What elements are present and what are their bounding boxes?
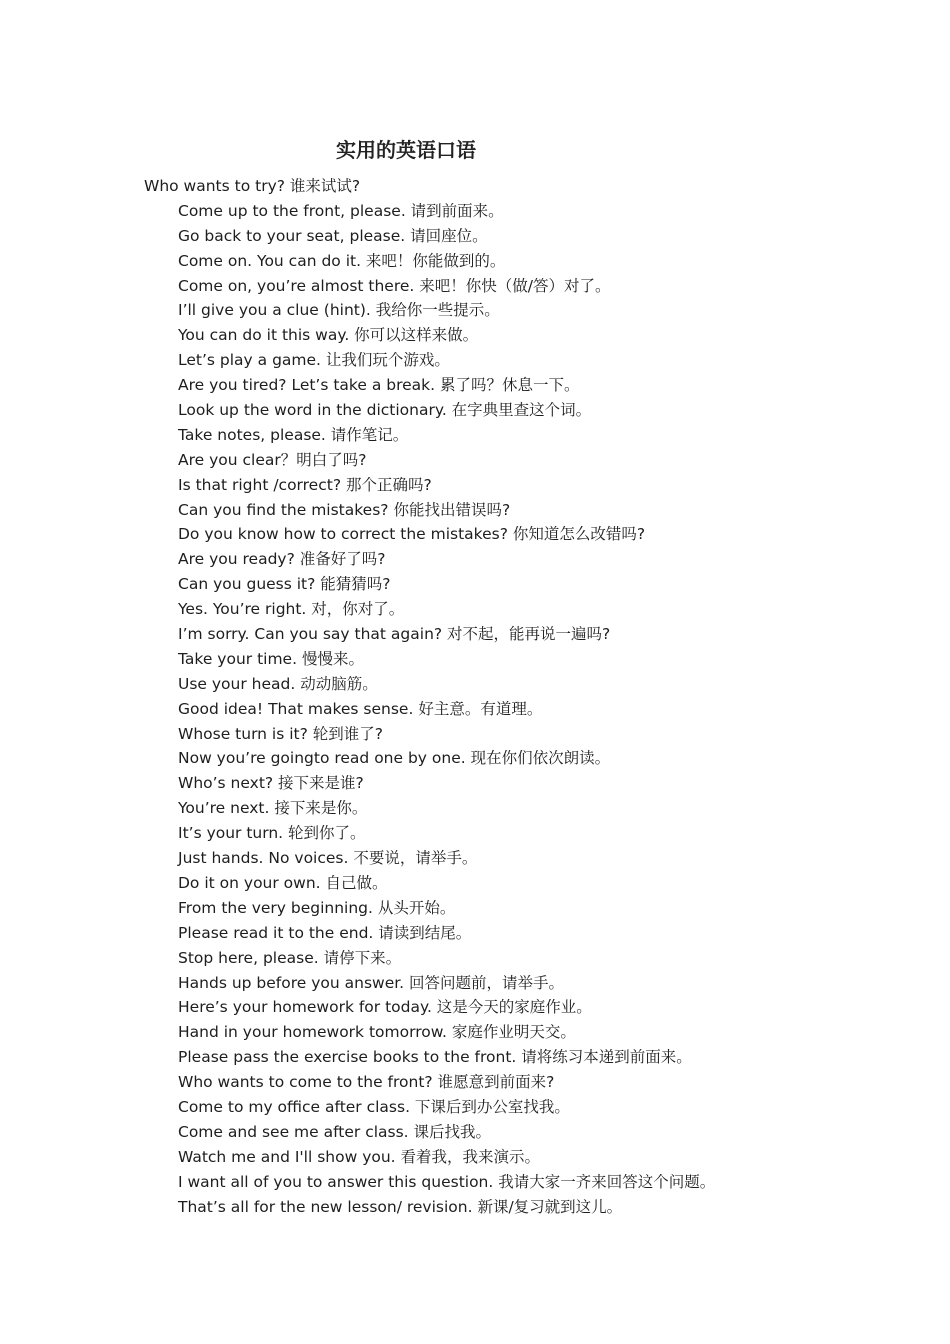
phrase-line: Who’s next? 接下来是谁? (178, 774, 364, 793)
phrase-line: Are you ready? 准备好了吗? (178, 550, 386, 569)
phrase-line: Is that right /correct? 那个正确吗? (178, 475, 432, 494)
phrase-line: Come and see me after class. 课后找我。 (178, 1122, 492, 1141)
phrase-line: Please read it to the end. 请读到结尾。 (178, 923, 472, 942)
phrase-line: Use your head. 动动脑筋。 (178, 674, 378, 693)
phrase-line: Take your time. 慢慢来。 (178, 649, 364, 668)
phrase-line: That’s all for the new lesson/ revision. 新课/复习就到这儿。 (178, 1197, 623, 1216)
phrase-line: Go back to your seat, please. 请回座位。 (178, 226, 488, 245)
phrase-line: Here’s your homework for today. 这是今天的家庭作业。 (178, 998, 592, 1017)
phrase-line: Hand in your homework tomorrow. 家庭作业明天交。 (178, 1023, 576, 1042)
phrase-line: Who wants to try? 谁来试试? (144, 177, 361, 195)
phrase-line: You’re next. 接下来是你。 (178, 799, 368, 818)
phrase-line: Come on, you’re almost there. 来吧！你快（做/答）对了。 (178, 276, 611, 295)
phrase-line: From the very beginning. 从头开始。 (178, 898, 456, 917)
phrase-line: Are you tired? Let’s take a break. 累了吗？休息一下。 (178, 376, 580, 395)
phrase-line: Can you find the mistakes? 你能找出错误吗? (178, 500, 511, 519)
phrase-list (144, 174, 934, 1219)
phrase-line: Whose turn is it? 轮到谁了? (178, 724, 383, 743)
phrase-line: Watch me and I'll show you. 看着我，我来演示。 (178, 1147, 541, 1166)
phrase-line: Stop here, please. 请停下来。 (178, 948, 402, 967)
phrase-line: I want all of you to answer this question. 我请大家一齐来回答这个问题。 (178, 1172, 716, 1191)
phrase-line: Yes. You’re right. 对，你对了。 (178, 600, 405, 619)
phrase-line: Now you’re goingto read one by one. 现在你们依次朗读。 (178, 749, 611, 768)
phrase-line: I’ll give you a clue (hint). 我给你一些提示。 (178, 301, 500, 320)
phrase-line: Do it on your own. 自己做。 (178, 873, 388, 892)
phrase-line: Who wants to come to the front? 谁愿意到前面来? (178, 1073, 555, 1092)
phrase-line: Good idea! That makes sense. 好主意。有道理。 (178, 699, 543, 718)
phrase-line: It’s your turn. 轮到你了。 (178, 824, 366, 843)
phrase-line: Can you guess it? 能猜猜吗? (178, 575, 391, 594)
phrase-line: Hands up before you answer. 回答问题前，请举手。 (178, 973, 565, 992)
phrase-line: Just hands. No voices. 不要说，请举手。 (178, 849, 478, 868)
page-title: 实用的英语口语 (336, 138, 476, 162)
phrase-line: Look up the word in the dictionary. 在字典里查这个词。 (178, 401, 592, 420)
phrase-line: Take notes, please. 请作笔记。 (178, 425, 409, 444)
phrase-line: You can do it this way. 你可以这样来做。 (178, 326, 479, 345)
phrase-line: Come on. You can do it. 来吧！你能做到的。 (178, 251, 506, 270)
phrase-line: Come to my office after class. 下课后到办公室找我。 (178, 1097, 570, 1116)
phrase-line: I’m sorry. Can you say that again? 对不起，能再说一遍吗? (178, 625, 611, 644)
phrase-line: Please pass the exercise books to the front. 请将练习本递到前面来。 (178, 1048, 692, 1067)
phrase-line: Do you know how to correct the mistakes? 你知道怎么改错吗? (178, 525, 646, 544)
phrase-line: Are you clear？明白了吗? (178, 450, 367, 469)
phrase-line: Let’s play a game. 让我们玩个游戏。 (178, 351, 450, 370)
phrase-line: Come up to the front, please. 请到前面来。 (178, 201, 504, 220)
